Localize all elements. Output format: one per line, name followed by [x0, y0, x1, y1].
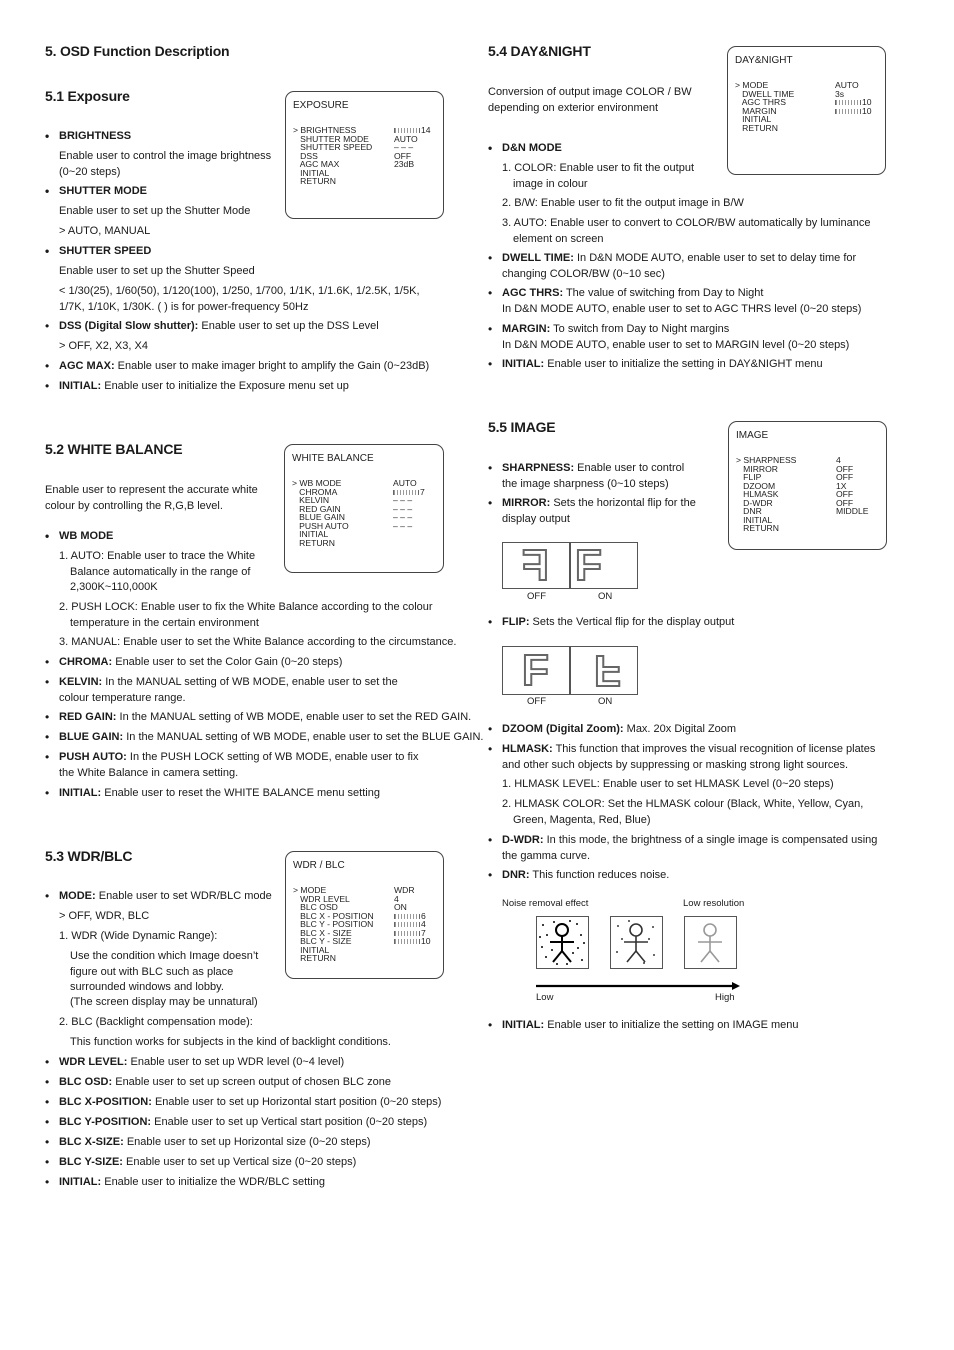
- flip-off-caption: OFF: [527, 696, 546, 707]
- osd-row-label: BLUE GAIN: [292, 512, 346, 522]
- kelvin-item: • KELVIN: In the MANUAL setting of WB MODE, enable user to set the colour temperature range.: [59, 675, 429, 706]
- osd-row-value: 10: [862, 97, 872, 107]
- day-night-intro: Conversion of output image COLOR / BW depending on exterior environment: [488, 86, 692, 114]
- dss-item: • DSS (Digital Slow shutter): Enable user to set up the DSS Level: [59, 319, 379, 335]
- osd-row-label: BLC OSD: [293, 902, 338, 912]
- osd-row-label: RETURN: [293, 176, 336, 186]
- hlmask-color: 2. HLMASK COLOR: Set the HLMASK colour (Black, White, Yellow, Cyan, Green, Magenta, Red, Blue): [502, 798, 864, 826]
- osd-row-value: 4: [836, 455, 841, 465]
- high-label: High: [715, 992, 735, 1003]
- white-balance-osd-menu: [284, 444, 444, 573]
- osd-row-value-cell: [394, 903, 407, 912]
- flip-on-caption: ON: [598, 696, 613, 707]
- wdr-initial-item: • INITIAL: Enable user to initialize the WDR/BLC setting: [59, 1175, 325, 1191]
- osd-row-value-cell: [394, 160, 414, 169]
- image-osd-menu: [728, 421, 887, 550]
- dn-mode-title: • D&N MODE: [502, 141, 562, 157]
- osd-row-label: AGC MAX: [293, 159, 340, 169]
- level-meter-icon: [835, 100, 861, 105]
- blc-desc: This function works for subjects in the kind of backlight conditions.: [70, 1036, 391, 1048]
- osd-row-value: – – –: [393, 495, 413, 505]
- osd-row-value: OFF: [836, 472, 854, 482]
- osd-row-value: 1X: [836, 480, 847, 491]
- osd-row-label: INITIAL: [293, 944, 330, 955]
- osd-menu-row: [293, 954, 336, 963]
- osd-title: WDR / BLC: [293, 860, 345, 871]
- shutter-speed-options: < 1/30(25), 1/60(50), 1/120(100), 1/250, 1/700, 1/1K, 1/1.6K, 1/2.5K, 1/5K, 1/7K, 1/10K, 1/30K. ( ) is for power-frequency 50Hz: [59, 285, 420, 313]
- shutter-mode-options: > AUTO, MANUAL: [59, 225, 151, 237]
- osd-row-label: MIRROR: [736, 463, 779, 474]
- osd-row-value: ON: [394, 902, 407, 912]
- osd-row-label: KELVIN: [292, 495, 330, 505]
- exposure-osd-menu: [285, 91, 444, 219]
- mirror-on-caption: ON: [598, 591, 613, 602]
- exposure-initial-item: • INITIAL: Enable user to initialize the Exposure menu set up: [59, 379, 349, 395]
- brightness-desc: Enable user to control the image brightness (0~20 steps): [59, 150, 272, 178]
- osd-row-label: RETURN: [736, 523, 779, 533]
- level-meter-icon: [394, 914, 420, 919]
- osd-row-label: MARGIN: [735, 105, 777, 116]
- osd-row-value-cell: [835, 107, 872, 116]
- flipped-f-glyph: F: [594, 646, 621, 695]
- brightness-title: • BRIGHTNESS: [59, 129, 131, 145]
- osd-row-value: – – –: [393, 503, 413, 514]
- f-glyph: F: [522, 646, 549, 695]
- noise-removal-label: Noise removal effect: [502, 898, 589, 909]
- wb-mode-auto: 1. AUTO: Enable user to trace the White Balance automatically in the range of 2,300K~110,000K: [59, 550, 256, 593]
- margin-item: • MARGIN: To switch from Day to Night margins In D&N MODE AUTO, enable user to set to MARGIN level (0~20 steps): [502, 322, 887, 353]
- osd-row-label: BLC X - SIZE: [293, 927, 352, 938]
- osd-row-value: AUTO: [835, 80, 859, 90]
- osd-row-label: BLC Y - SIZE: [293, 936, 352, 946]
- osd-row-label: RED GAIN: [292, 503, 341, 514]
- wdr-mode-options: > OFF, WDR, BLC: [59, 910, 150, 922]
- osd-row-label: CHROMA: [292, 486, 338, 497]
- noisy-image-icon: [536, 916, 589, 969]
- osd-row-value: 14: [421, 125, 431, 135]
- blue-gain-item: • BLUE GAIN: In the MANUAL setting of WB MODE, enable user to set the BLUE GAIN.: [59, 730, 483, 746]
- shutter-speed-desc: Enable user to set up the Shutter Speed: [59, 265, 255, 277]
- osd-row-value: – – –: [393, 520, 413, 531]
- dwdr-item: • D-WDR: In this mode, the brightness of a single image is compensated using the gamma curve.: [502, 833, 890, 864]
- osd-row-label: > MODE: [293, 885, 327, 895]
- flip-item: • FLIP: Sets the Vertical flip for the display output: [502, 615, 734, 631]
- wdr-blc-osd-menu: [285, 851, 444, 979]
- white-balance-intro: Enable user to represent the accurate white colour by controlling the R,G,B level.: [45, 484, 258, 512]
- mirror-off-caption: OFF: [527, 591, 546, 602]
- osd-row-value: OFF: [394, 150, 412, 161]
- level-meter-icon: [835, 109, 861, 114]
- osd-row-value-cell: [836, 507, 868, 516]
- osd-row-value: – – –: [394, 142, 414, 152]
- osd-row-label: SHUTTER MODE: [293, 133, 369, 144]
- osd-row-label: INITIAL: [292, 529, 329, 539]
- shutter-mode-desc: Enable user to set up the Shutter Mode: [59, 205, 251, 217]
- dzoom-item: • DZOOM (Digital Zoom): Max. 20x Digital Zoom: [502, 722, 736, 738]
- sharpness-item: • SHARPNESS: Enable user to control the image sharpness (0~10 steps): [502, 461, 702, 492]
- osd-row-label: DWELL TIME: [735, 88, 795, 99]
- osd-row-value-cell: [394, 937, 431, 946]
- flip-on-figure: [570, 646, 638, 695]
- osd-row-label: > SHARPNESS: [736, 455, 797, 465]
- osd-row-label: DZOOM: [736, 480, 776, 491]
- low-label: Low: [536, 992, 554, 1003]
- wdr-desc: Use the condition which Image doesn’t figure out with BLC such as place surrounded windows and lobby.: [70, 950, 259, 993]
- osd-row-label: > BRIGHTNESS: [293, 125, 357, 135]
- osd-row-label: AGC THRS: [735, 97, 786, 107]
- exposure-heading: 5.1 Exposure: [45, 88, 130, 104]
- level-meter-icon: [394, 128, 420, 133]
- dss-options: > OFF, X2, X3, X4: [59, 340, 148, 352]
- mirror-off-figure: [502, 542, 570, 589]
- osd-title: IMAGE: [736, 430, 769, 441]
- less-noisy-image-icon: [610, 916, 663, 969]
- level-meter-icon: [394, 939, 420, 944]
- mirror-item: • MIRROR: Sets the horizontal flip for the display output: [502, 496, 702, 527]
- osd-row-label: INITIAL: [293, 167, 330, 178]
- wb-mode-push-lock: 2. PUSH LOCK: Enable user to fix the White Balance according to the colour temperature in the certain environment: [59, 601, 433, 629]
- osd-row-label: INITIAL: [736, 514, 773, 525]
- osd-row-label: SHUTTER SPEED: [293, 142, 373, 152]
- osd-row-label: RETURN: [292, 537, 335, 548]
- osd-row-value: AUTO: [394, 133, 418, 144]
- osd-row-value: 3s: [835, 88, 845, 99]
- osd-row-value: 4: [394, 893, 399, 904]
- blc-item: 2. BLC (Backlight compensation mode):: [59, 1016, 253, 1028]
- dwell-time-item: • DWELL TIME: In D&N MODE AUTO, enable user to set to delay time for changing COLOR/BW (0~10 sec): [502, 251, 887, 282]
- dn-initial-item: • INITIAL: Enable user to initialize the setting in DAY&NIGHT menu: [502, 357, 823, 373]
- osd-title: DAY&NIGHT: [735, 55, 793, 66]
- f-glyph: F: [575, 541, 602, 590]
- blc-y-position-item: • BLC Y-POSITION: Enable user to set up Vertical start position (0~20 steps): [59, 1115, 427, 1131]
- osd-row-value: 4: [421, 919, 426, 929]
- smooth-image-icon: [684, 916, 737, 969]
- dnr-item: • DNR: This function reduces noise.: [502, 868, 669, 884]
- blc-y-size-item: • BLC Y-SIZE: Enable user to set up Vertical size (0~20 steps): [59, 1155, 356, 1171]
- hlmask-level: 1. HLMASK LEVEL: Enable user to set HLMASK Level (0~20 steps): [502, 778, 834, 790]
- agc-max-item: • AGC MAX: Enable user to make imager bright to amplify the Gain (0~23dB): [59, 359, 429, 375]
- wb-mode-manual: 3. MANUAL: Enable user to set the White Balance according to the circumstance.: [59, 636, 457, 648]
- hlmask-item: • HLMASK: This function that improves the visual recognition of license plates and other such objects by suppressing or masking strong light sources.: [502, 742, 890, 773]
- osd-row-value: 7: [420, 486, 425, 497]
- osd-row-label: PUSH AUTO: [292, 520, 349, 531]
- osd-row-value: 7: [421, 927, 426, 938]
- agc-thrs-item: • AGC THRS: The value of switching from Day to Night In D&N MODE AUTO, enable user to set to AGC THRS level (0~20 steps): [502, 286, 887, 317]
- osd-row-value: 10: [862, 105, 872, 116]
- osd-row-value: MIDDLE: [836, 506, 869, 516]
- level-meter-icon: [393, 490, 419, 495]
- osd-row-label: FLIP: [736, 472, 762, 482]
- wdr-level-item: • WDR LEVEL: Enable user to set up WDR level (0~4 level): [59, 1055, 344, 1071]
- dn-mode-color: 1. COLOR: Enable user to fit the output image in colour: [502, 162, 694, 190]
- push-auto-item: • PUSH AUTO: In the PUSH LOCK setting of WB MODE, enable user to fix the White Balance in camera setting.: [59, 750, 429, 781]
- osd-menu-row: [736, 524, 779, 533]
- image-initial-item: • INITIAL: Enable user to initialize the setting on IMAGE menu: [502, 1018, 799, 1034]
- level-meter-icon: [394, 931, 420, 936]
- osd-row-label: D-WDR: [736, 497, 773, 508]
- image-heading: 5.5 IMAGE: [488, 419, 556, 435]
- osd-row-value-cell: [835, 90, 844, 99]
- osd-title: WHITE BALANCE: [292, 453, 374, 464]
- blc-x-position-item: • BLC X-POSITION: Enable user to set up Horizontal start position (0~20 steps): [59, 1095, 441, 1111]
- red-gain-item: • RED GAIN: In the MANUAL setting of WB MODE, enable user to set the RED GAIN.: [59, 710, 471, 726]
- osd-menu-row: [293, 177, 336, 186]
- blc-x-size-item: • BLC X-SIZE: Enable user to set up Horizontal size (0~20 steps): [59, 1135, 371, 1151]
- osd-row-label: INITIAL: [735, 114, 772, 124]
- osd-row-value: – – –: [393, 512, 413, 522]
- section-title: 5. OSD Function Description: [45, 43, 230, 59]
- osd-row-value: OFF: [836, 489, 854, 499]
- osd-row-value: AUTO: [393, 478, 417, 488]
- low-resolution-label: Low resolution: [683, 898, 745, 909]
- flip-off-figure: [502, 646, 570, 695]
- wb-mode-title: • WB MODE: [59, 529, 113, 545]
- osd-title: EXPOSURE: [293, 100, 349, 111]
- mirrored-f-glyph: F: [522, 541, 549, 590]
- chroma-item: • CHROMA: Enable user to set the Color Gain (0~20 steps): [59, 655, 342, 671]
- osd-row-label: DSS: [293, 150, 318, 161]
- osd-row-label: WDR LEVEL: [293, 893, 350, 904]
- day-night-osd-menu: [727, 46, 886, 175]
- osd-row-label: > WB MODE: [292, 478, 342, 488]
- shutter-speed-title: • SHUTTER SPEED: [59, 244, 151, 260]
- day-night-heading: 5.4 DAY&NIGHT: [488, 43, 591, 59]
- osd-row-value-cell: [393, 522, 412, 531]
- osd-row-value: 23dB: [394, 159, 415, 169]
- osd-row-label: > MODE: [735, 80, 769, 90]
- osd-row-value-cell: [393, 479, 417, 488]
- osd-row-label: DNR: [736, 506, 762, 516]
- mirror-on-figure: [570, 542, 638, 589]
- osd-row-value: OFF: [836, 463, 854, 474]
- shutter-mode-title: • SHUTTER MODE: [59, 184, 147, 200]
- osd-row-label: RETURN: [293, 953, 336, 963]
- dn-mode-auto: 3. AUTO: Enable user to convert to COLOR/BW automatically by luminance element on screen: [502, 217, 871, 245]
- blc-osd-item: • BLC OSD: Enable user to set up screen output of chosen BLC zone: [59, 1075, 391, 1091]
- wdr-blc-heading: 5.3 WDR/BLC: [45, 848, 133, 864]
- osd-row-label: BLC X - POSITION: [293, 910, 374, 921]
- osd-row-label: RETURN: [735, 122, 778, 133]
- osd-row-value: 10: [421, 936, 431, 946]
- white-balance-heading: 5.2 WHITE BALANCE: [45, 441, 183, 457]
- wdr-mode-item: • MODE: Enable user to set WDR/BLC mode: [59, 889, 272, 905]
- dn-mode-bw: 2. B/W: Enable user to fit the output image in B/W: [502, 197, 744, 209]
- level-meter-icon: [394, 922, 420, 927]
- osd-menu-row: [735, 124, 778, 133]
- osd-row-label: BLC Y - POSITION: [293, 919, 374, 929]
- wdr-note: (The screen display may be unnatural): [70, 996, 258, 1008]
- osd-row-value: WDR: [394, 885, 415, 895]
- wb-initial-item: • INITIAL: Enable user to reset the WHITE BALANCE menu setting: [59, 786, 380, 802]
- osd-row-label: HLMASK: [736, 489, 779, 499]
- osd-row-value: OFF: [836, 497, 854, 508]
- osd-row-value: 6: [421, 910, 426, 921]
- low-to-high-arrow-icon: [536, 980, 740, 992]
- osd-menu-row: [292, 539, 335, 548]
- wdr-item: 1. WDR (Wide Dynamic Range):: [59, 930, 218, 942]
